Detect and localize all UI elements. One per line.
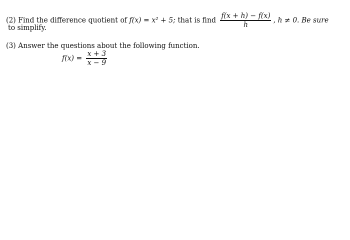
difference-quotient-fraction [220,12,271,29]
page [0,0,350,70]
problem-2-number: (2) [6,16,16,25]
problem-2-condition: , h ≠ 0. Be sure [273,16,329,25]
problem-3-function-line [62,50,109,67]
problem-3-fraction-numerator: x + 3 [87,50,107,58]
problem-3-line-1 [6,42,200,50]
problem-2-continuation: to simplify. [8,24,47,32]
problem-2-text-part1: Find the difference quotient of [18,16,128,25]
problem-2-text-part2: that is find [177,16,216,25]
problem-3-number: (3) [6,42,16,50]
problem-3-text: Answer the questions about the following function. [18,42,200,50]
problem-2-line-1 [6,12,329,29]
fraction-numerator: f(x + h) − f(x) [221,12,271,20]
problem-3-fraction-denominator: x − 9 [87,59,107,67]
fraction-denominator: h [243,21,249,29]
problem-3-function-lhs: f(x) = [62,54,83,63]
problem-2-line-2 [8,24,47,32]
problem-3-fraction [86,50,107,67]
problem-2-function: f(x) = x² + 5; [129,16,176,25]
